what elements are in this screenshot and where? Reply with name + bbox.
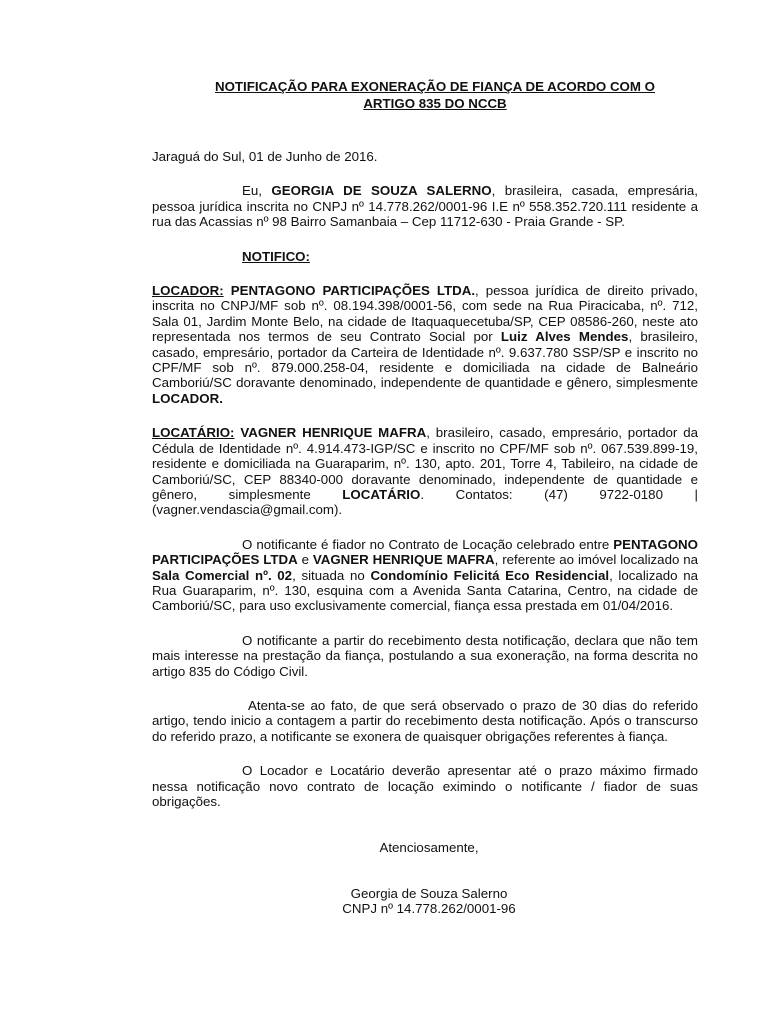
intro-text: , brasileira, casada, empresária, pessoa jurídica inscrita no CNPJ nº 14.778.262/0001-96 I.E nº 558.352.720.111 residente a rua das Acassias nº 98 Bairro Samanbaia – Cep 11712-630 - Praia Grande - SP.	[152, 183, 698, 230]
locador-text-2: , brasileiro, casado, empresário, portador da Carteira de Identidade nº. 9.637.780 SSP/SP e inscrito no CPF/MF sob nº. 879.000.258-04, residente e domiciliada na cidade de Balneário Camboriú/SC doravante denominado, independente de quantidade e gênero, simplesmente	[152, 329, 698, 391]
title-line-1: NOTIFICAÇÃO PARA EXONERAÇÃO DE FIANÇA DE ACORDO COM O	[214, 79, 656, 94]
signature-block	[152, 886, 698, 917]
title-line-2: ARTIGO 835 DO NCCB	[363, 96, 507, 111]
new-contract-paragraph: O Locador e Locatário deverão apresentar até o prazo máximo firmado nessa notificação novo contrato de locação eximindo o notificante / fiador de suas obrigações.	[152, 763, 698, 809]
para1-text-3: , referente ao imóvel localizado na	[494, 552, 699, 568]
closing: Atenciosamente,	[379, 840, 479, 856]
locatario-paragraph	[152, 425, 698, 517]
locador-paragraph	[152, 283, 698, 406]
notifico-label: NOTIFICO:	[242, 248, 310, 264]
notifico-heading	[152, 249, 698, 264]
date-line: Jaraguá do Sul, 01 de Junho de 2016.	[152, 149, 378, 164]
locador-final: LOCADOR.	[152, 390, 223, 406]
para1-text-1: O notificante é fiador no Contrato de Locação celebrado entre	[242, 536, 614, 552]
para1-bold-1: PENTAGONO PARTICIPAÇÕES LTDA	[152, 536, 698, 568]
intro-prefix: Eu,	[242, 183, 272, 199]
guarantor-paragraph	[152, 537, 698, 614]
locatario-contacts: . Contatos: (47) 9722-0180 | (vagner.vendascia@gmail.com).	[152, 486, 698, 518]
para1-text-2: e	[297, 552, 313, 568]
notifier-name: GEORGIA DE SOUZA SALERNO	[271, 183, 492, 199]
para1-text-4: , situada no	[292, 567, 371, 583]
document-title	[152, 78, 698, 112]
locador-label: LOCADOR:	[152, 283, 224, 299]
locatario-text-1: , brasileiro, casado, empresário, portador da Cédula de Identidade nº. 4.914.473-IGP/SC e inscrito no CPF/MF sob nº. 067.539.899-19, residente e domiciliada na Guaraparim, nº. 130, apto. 201, Torre 4, Tabileiro, na cidade de Camboriú/SC, CEP 88340-000 doravante denominado, independente de quantidade e gênero, simplesmente	[152, 425, 698, 502]
locador-company: PENTAGONO PARTICIPAÇÕES LTDA.	[223, 283, 476, 299]
signature-name: Georgia de Souza Salerno	[350, 885, 508, 901]
para1-bold-4: Condomínio Felicitá Eco Residencial	[370, 567, 610, 583]
locador-text-1: , pessoa jurídica de direito privado, inscrita no CNPJ/MF sob nº. 08.194.398/0001-56, com sede na Rua Piracicaba, nº. 712, Sala 01, Jardim Monte Belo, na cidade de Itaquaquecetuba/SP, CEP 08586-260, neste ato representada nos termos de seu Contrato Social por	[152, 283, 698, 345]
deadline-paragraph: Atenta-se ao fato, de que será observado o prazo de 30 dias do referido artigo, tendo inicio a contagem a partir do recebimento desta notificação. Após o transcurso do referido prazo, a notificante se exonera de quaisquer obrigações referentes à fiança.	[152, 697, 698, 744]
locatario-label: LOCATÁRIO:	[152, 425, 235, 441]
signature-cnpj: CNPJ nº 14.778.262/0001-96	[342, 901, 516, 917]
para1-bold-2: VAGNER HENRIQUE MAFRA	[312, 552, 495, 568]
intro-paragraph	[152, 183, 698, 229]
para1-bold-3: Sala Comercial nº. 02	[152, 567, 293, 583]
locatario-final: LOCATÁRIO	[342, 486, 421, 502]
exoneration-paragraph: O notificante a partir do recebimento desta notificação, declara que não tem mais interesse na prestação da fiança, postulando a sua exoneração, na forma descrita no artigo 835 do Código Civil.	[152, 632, 698, 679]
locatario-name: VAGNER HENRIQUE MAFRA	[234, 425, 427, 441]
locador-representative: Luiz Alves Mendes	[500, 329, 629, 345]
para1-text-5: , localizado na Rua Guaraparim, nº. 130, esquina com a Avenida Santa Catarina, Centro, na cidade de Camboriú/SC, para uso exclusivamente comercial, fiança essa prestada em 01/04/2016.	[152, 567, 699, 614]
